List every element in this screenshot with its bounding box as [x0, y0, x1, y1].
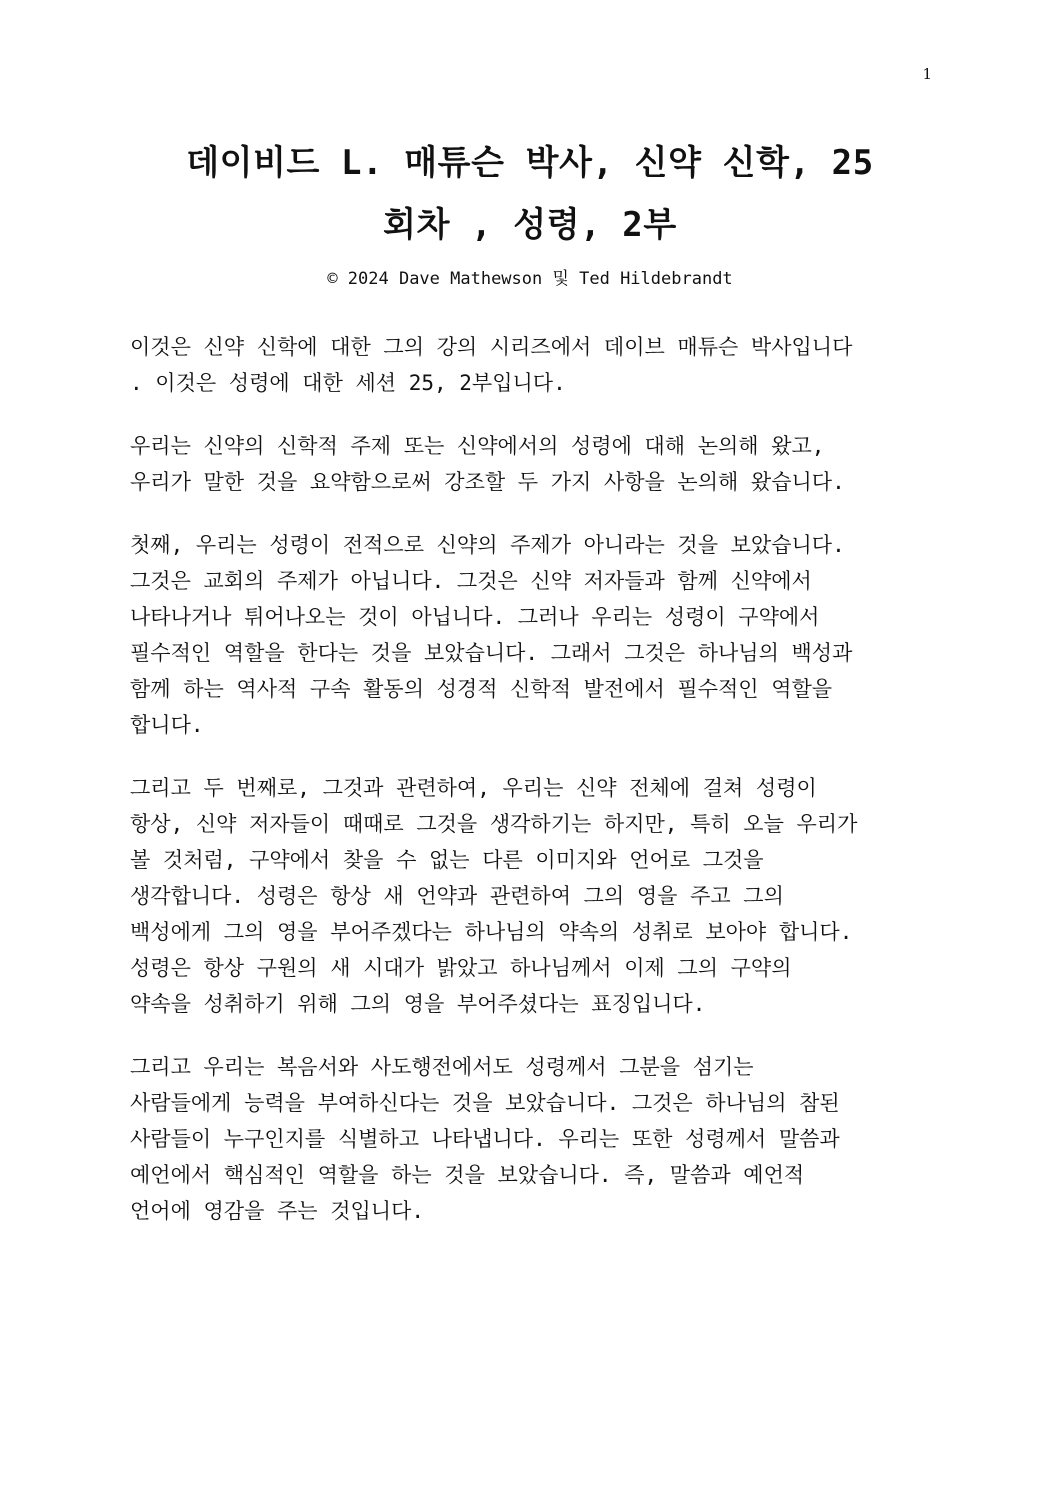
paragraph-line: 그리고 우리는 복음서와 사도행전에서도 성령께서 그분을 섬기는: [130, 1055, 754, 1079]
paragraph-line: 필수적인 역할을 한다는 것을 보았습니다. 그래서 그것은 하나님의 백성과: [130, 641, 853, 665]
paragraph-5: [130, 1049, 940, 1229]
paragraph-line: 백성에게 그의 영을 부어주겠다는 하나님의 약속의 성취로 보아야 합니다.: [130, 920, 853, 944]
paragraph-line: 언어에 영감을 주는 것입니다.: [130, 1199, 425, 1223]
paragraph-4: [130, 770, 940, 1022]
paragraph-line: 생각합니다. 성령은 항상 새 언약과 관련하여 그의 영을 주고 그의: [130, 884, 784, 908]
copyright-notice: © 2024 Dave Mathewson 및 Ted Hildebrandt: [327, 269, 733, 289]
paragraph-3: [130, 527, 940, 743]
paragraph-line: 그것은 교회의 주제가 아닙니다. 그것은 신약 저자들과 함께 신약에서: [130, 569, 812, 593]
paragraph-line: 합니다.: [130, 713, 204, 737]
title-line-2: 회차 , 성령, 2부: [383, 205, 677, 245]
paragraph-line: 사람들에게 능력을 부여하신다는 것을 보았습니다. 그것은 하나님의 참된: [130, 1091, 840, 1115]
document-body: [130, 329, 940, 1256]
paragraph-line: 볼 것처럼, 구약에서 찾을 수 없는 다른 이미지와 언어로 그것을: [130, 848, 764, 872]
paragraph-line: 예언에서 핵심적인 역할을 하는 것을 보았습니다. 즉, 말씀과 예언적: [130, 1163, 805, 1187]
paragraph-line: 함께 하는 역사적 구속 활동의 성경적 신학적 발전에서 필수적인 역할을: [130, 677, 833, 701]
paragraph-line: 나타나거나 튀어나오는 것이 아닙니다. 그러나 우리는 성령이 구약에서: [130, 605, 820, 629]
paragraph-line: 성령은 항상 구원의 새 시대가 밝았고 하나님께서 이제 그의 구약의: [130, 956, 792, 980]
paragraph-line: 항상, 신약 저자들이 때때로 그것을 생각하기는 하지만, 특히 오늘 우리가: [130, 812, 858, 836]
document-title: [130, 132, 930, 256]
paragraph-line: . 이것은 성령에 대한 세션 25, 2부입니다.: [130, 371, 566, 395]
title-line-1: 데이비드 L. 매튜슨 박사, 신약 신학, 25: [186, 143, 874, 183]
paragraph-line: 첫째, 우리는 성령이 전적으로 신약의 주제가 아니라는 것을 보았습니다.: [130, 533, 845, 557]
paragraph-line: 약속을 성취하기 위해 그의 영을 부어주셨다는 표징입니다.: [130, 992, 706, 1016]
paragraph-line: 우리는 신약의 신학적 주제 또는 신약에서의 성령에 대해 논의해 왔고,: [130, 434, 825, 458]
paragraph-line: 사람들이 누구인지를 식별하고 나타냅니다. 우리는 또한 성령께서 말씀과: [130, 1127, 840, 1151]
paragraph-line: 그리고 두 번째로, 그것과 관련하여, 우리는 신약 전체에 걸쳐 성령이: [130, 776, 817, 800]
page-number: 1: [922, 65, 932, 83]
paragraph-line: 이것은 신약 신학에 대한 그의 강의 시리즈에서 데이브 매튜슨 박사입니다: [130, 335, 853, 359]
paragraph-line: 우리가 말한 것을 요약함으로써 강조할 두 가지 사항을 논의해 왔습니다.: [130, 470, 845, 494]
paragraph-2: [130, 428, 940, 500]
paragraph-1: [130, 329, 940, 401]
